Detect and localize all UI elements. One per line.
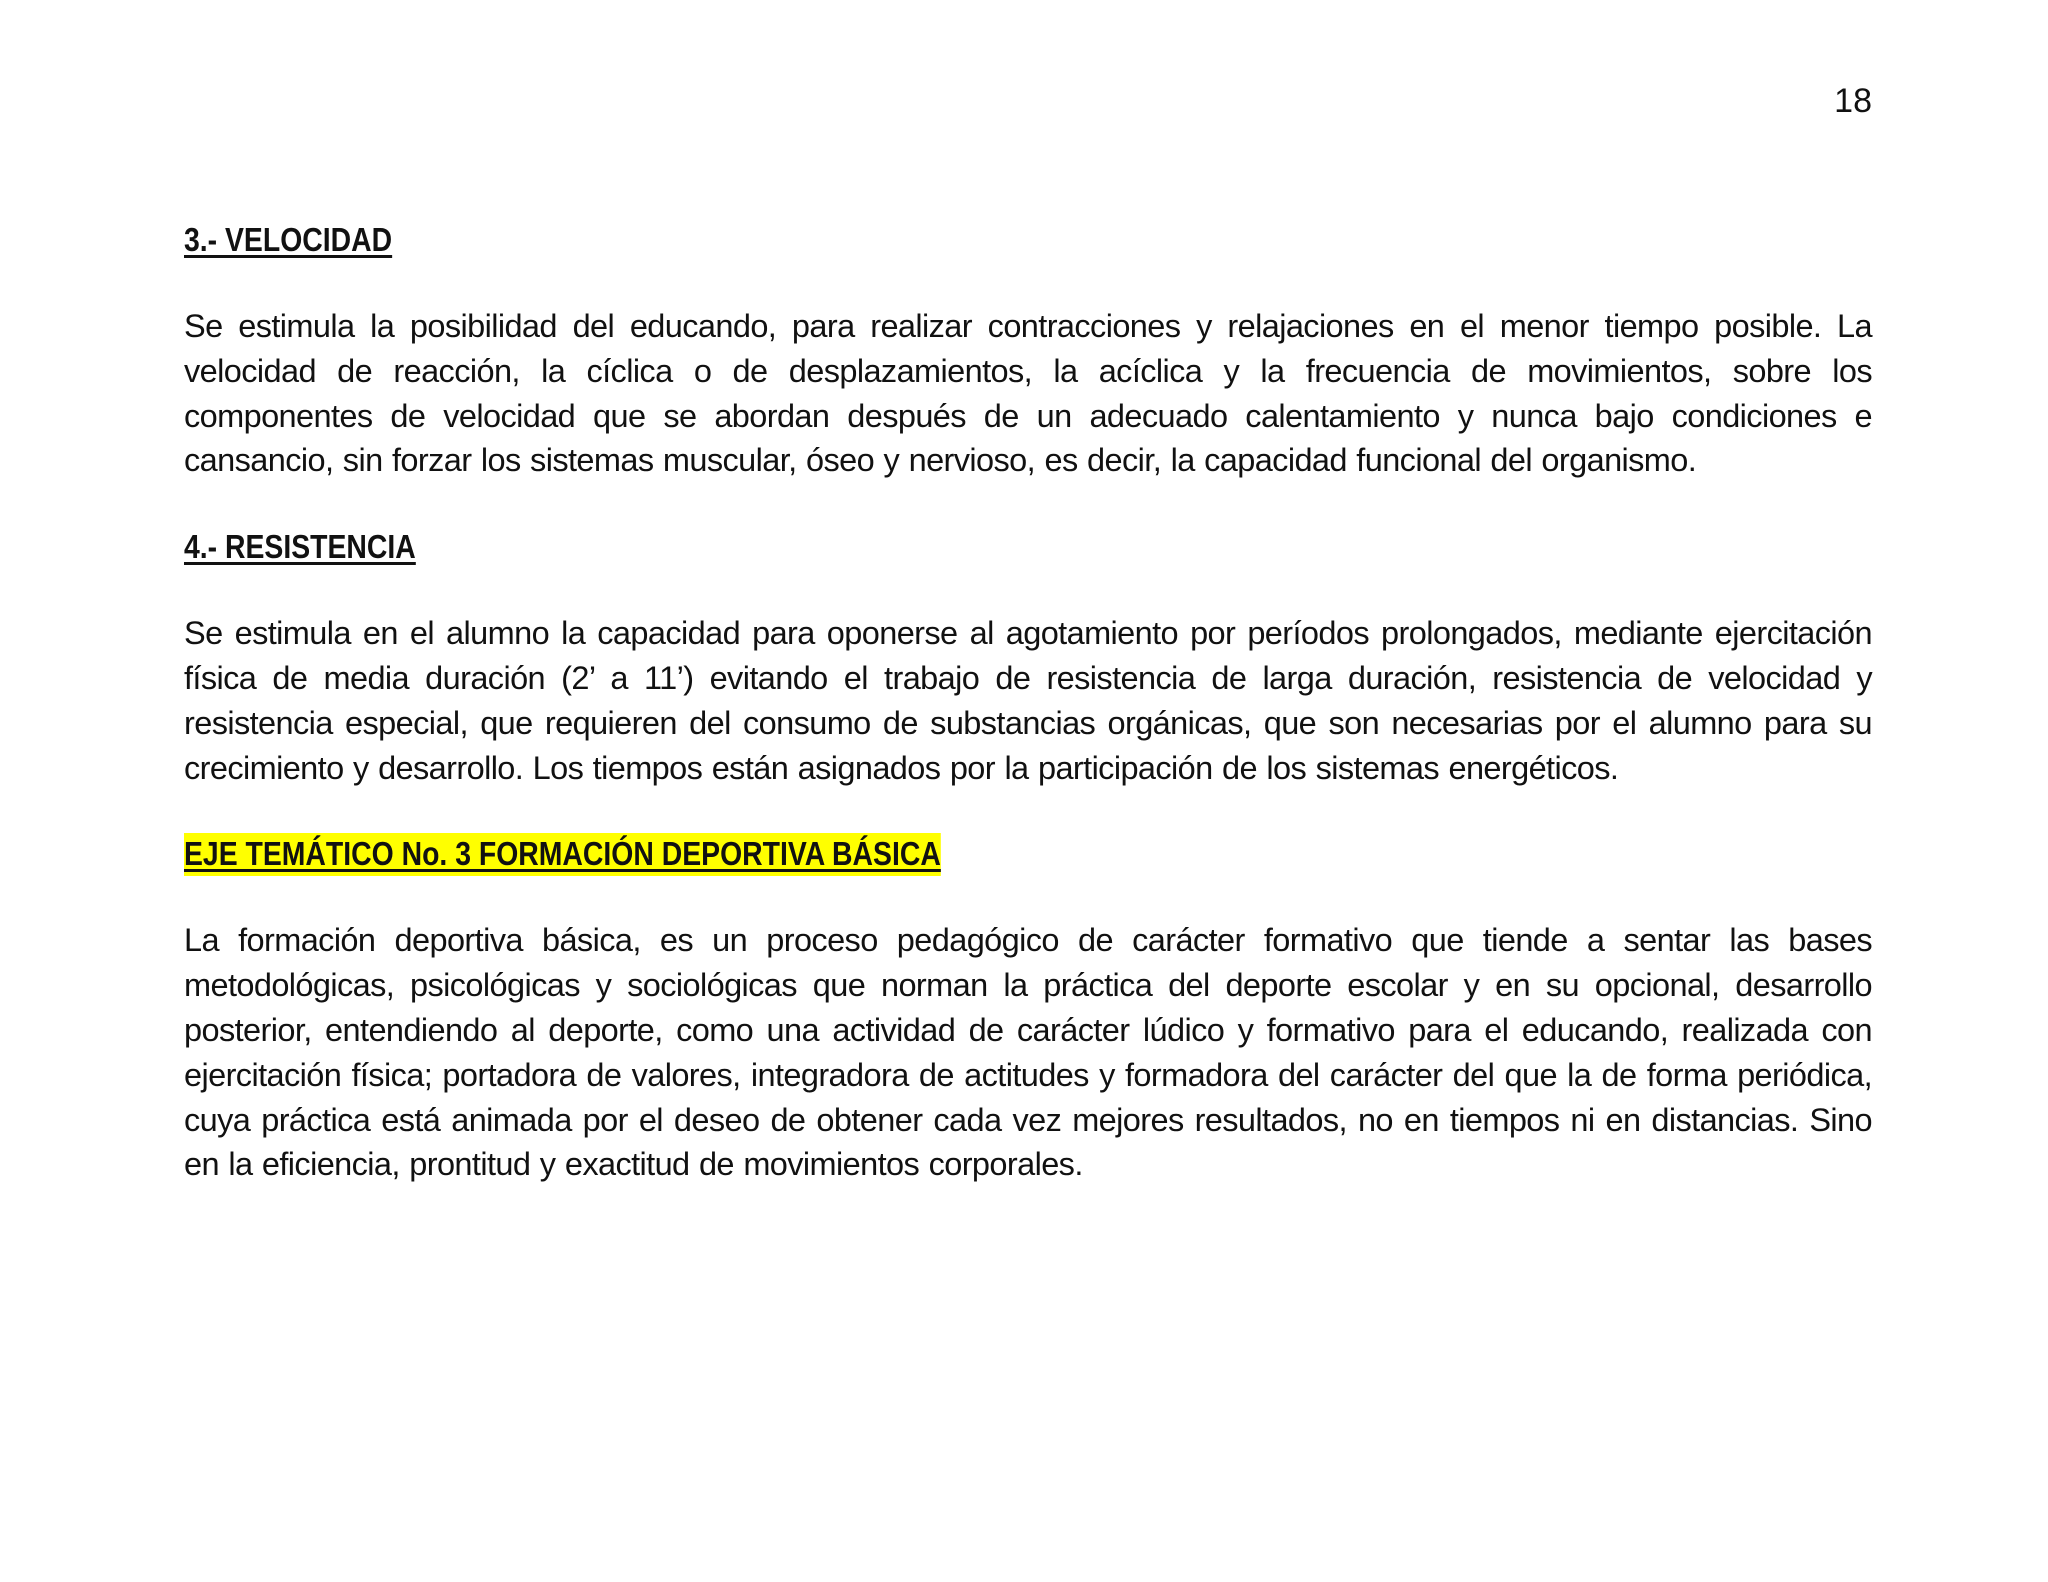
section-eje-tematico xyxy=(184,832,1872,1187)
section-velocidad xyxy=(184,218,1872,483)
section-heading-resistencia: 4.- RESISTENCIA xyxy=(184,528,416,566)
section-paragraph-velocidad: Se estimula la posibilidad del educando, para realizar contracciones y relajaciones en el menor tiempo posible. La velocidad de reacción, la cíclica o de desplazamientos, la acíclica y la frecuencia de movimientos, sobre los componentes de velocidad que se abordan después de un adecuado calentamiento y nunca bajo condiciones e cansancio, sin forzar los sistemas muscular, óseo y nervioso, es decir, la capacidad funcional del organismo. xyxy=(184,308,1872,479)
section-heading-eje-tematico: EJE TEMÁTICO No. 3 FORMACIÓN DEPORTIVA BÁSICA xyxy=(184,833,941,876)
section-heading-velocidad: 3.- VELOCIDAD xyxy=(184,221,393,258)
section-paragraph-eje-tematico: La formación deportiva básica, es un proceso pedagógico de carácter formativo que tiende a sentar las bases metodológicas, psicológicas y sociológicas que norman la práctica del deporte escolar y en su opcional, desarrollo posterior, entendiendo al deporte, como una actividad de carácter lúdico y formativo para el educando, realizada con ejercitación física; portadora de valores, integradora de actitudes y formadora del carácter del que la de forma periódica, cuya práctica está animada por el deseo de obtener cada vez mejores resultados, no en tiempos ni en distancias. Sino en la eficiencia, prontitud y exactitud de movimientos corporales. xyxy=(184,922,1872,1183)
section-paragraph-resistencia: Se estimula en el alumno la capacidad para oponerse al agotamiento por períodos prolongados, mediante ejercitación física de media duración (2’ a 11’) evitando el trabajo de resistencia de larga duración, resistencia de velocidad y resistencia especial, que requieren del consumo de substancias orgánicas, que son necesarias por el alumno para su crecimiento y desarrollo. Los tiempos están asignados por la participación de los sistemas energéticos. xyxy=(184,615,1872,786)
page-number: 18 xyxy=(1834,82,1872,120)
section-resistencia xyxy=(184,525,1872,790)
highlighted-heading xyxy=(184,832,1636,876)
document-body xyxy=(184,218,1872,1229)
